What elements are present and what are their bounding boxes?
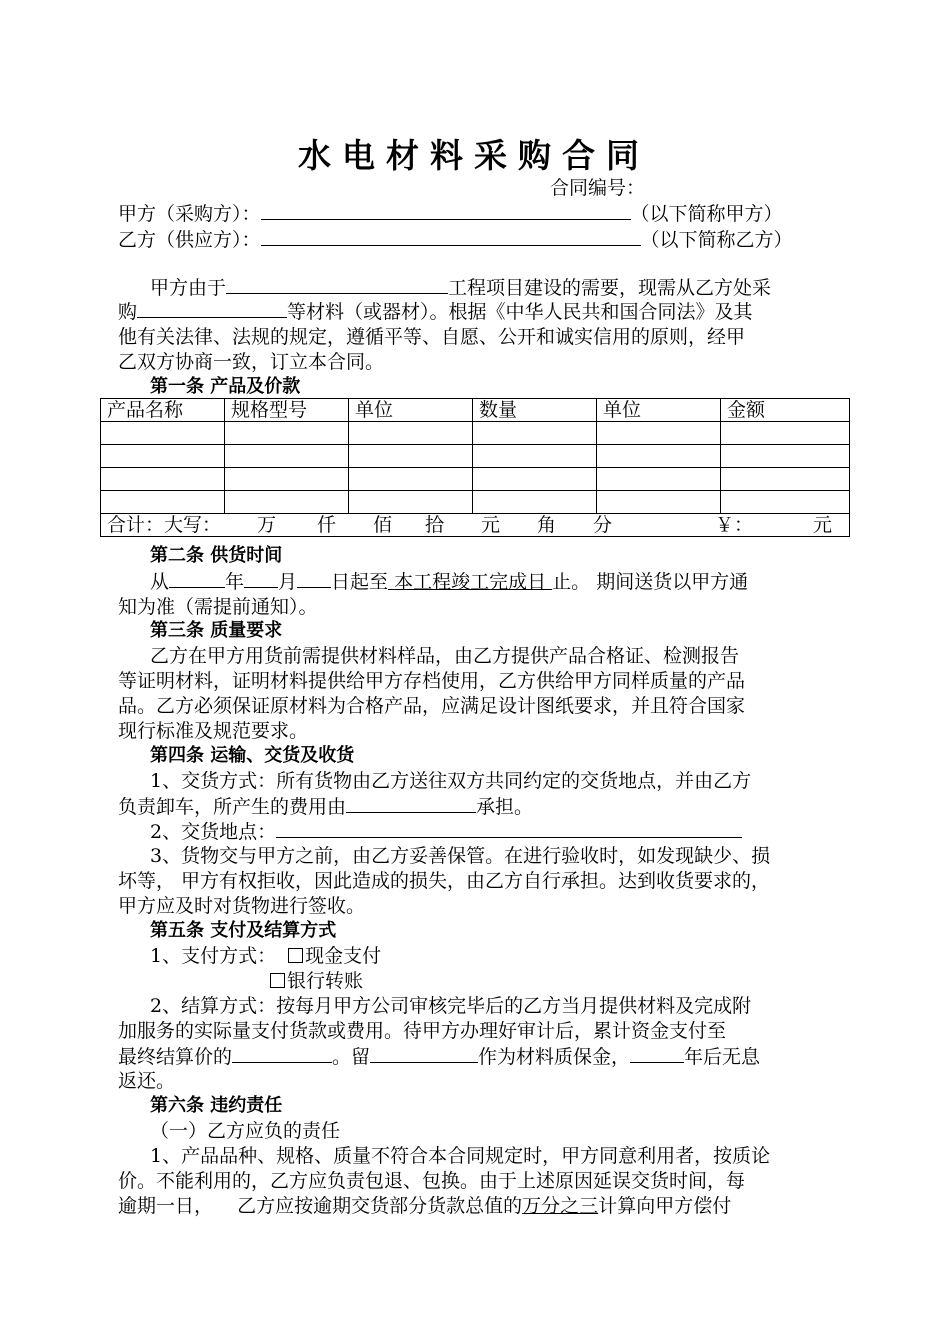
supply-text: 止。 期间送货以甲方通 — [552, 571, 749, 593]
settlement-text: 最终结算价的 — [118, 1046, 233, 1068]
table-cell[interactable] — [597, 491, 721, 514]
material-name-blank[interactable] — [137, 298, 287, 318]
delivery-line: 3、货物交与甲方之前，由乙方妥善保管。在进行验收时，如发现缺少、损 — [150, 845, 771, 867]
document-title: 水电材料采购合同 — [298, 136, 650, 175]
table-cell[interactable] — [225, 468, 349, 491]
cash-checkbox[interactable] — [288, 948, 303, 963]
delivery-line: 甲方应及时对货物进行签收。 — [118, 895, 366, 917]
settlement-line: 返还。 — [118, 1070, 176, 1092]
cash-option-label: 现金支付 — [305, 945, 382, 967]
supply-time-line — [150, 568, 748, 595]
table-row — [101, 445, 850, 468]
settlement-line: 加服务的实际量支付货款或费用。待甲方办理好审计后，累计资金支付至 — [118, 1020, 727, 1042]
penalty-rate-text: 万分之三 — [522, 1195, 599, 1217]
end-date-text: 本工程竣工完成日 — [388, 571, 553, 593]
table-cell[interactable] — [473, 491, 597, 514]
delivery-place-blank[interactable] — [276, 818, 742, 838]
total-unit: 佰 — [373, 514, 393, 536]
liability-subheading: （一）乙方应负的责任 — [150, 1120, 341, 1142]
supply-time-line-2: 知为准（需提前通知）。 — [118, 596, 318, 618]
table-row — [101, 468, 850, 491]
party-b-label: 乙方（供应方）： — [118, 229, 261, 251]
retention-blank[interactable] — [370, 1043, 478, 1063]
warranty-years-blank[interactable] — [630, 1043, 684, 1063]
quality-line: 乙方在甲方用货前需提供材料样品，由乙方提供产品合格证、检测报告 — [150, 645, 740, 667]
table-cell[interactable] — [225, 422, 349, 445]
intro-text: 等材料（或器材）。根据《中华人民共和国合同法》及其 — [287, 301, 753, 323]
settlement-text: 。留 — [332, 1046, 371, 1068]
column-header: 规格型号 — [225, 399, 349, 422]
total-unit: 元 — [481, 514, 501, 536]
article-3-heading: 第三条 质量要求 — [150, 620, 283, 641]
table-cell[interactable] — [721, 445, 850, 468]
table-cell[interactable] — [473, 422, 597, 445]
article-4-heading: 第四条 运输、交货及收货 — [150, 745, 355, 766]
table-cell[interactable] — [473, 445, 597, 468]
payment-method-line-2 — [270, 968, 363, 994]
party-a-suffix: （以下简称甲方） — [630, 203, 783, 225]
delivery-text: 承担。 — [476, 796, 534, 818]
table-cell[interactable] — [597, 468, 721, 491]
total-unit: 万 — [257, 514, 277, 536]
supply-text: 年 — [225, 571, 245, 593]
liability-line: 1、产品品种、规格、质量不符合本合同规定时，甲方同意利用者，按质论 — [150, 1145, 771, 1167]
total-yuan: 元 — [813, 514, 833, 536]
liability-text: 逾期一日， 乙方应按逾期交货部分货款总值的 — [118, 1195, 523, 1217]
total-yen: ￥： — [715, 514, 754, 536]
party-a-blank[interactable] — [261, 200, 631, 220]
delivery-line: 坏等， 甲方有权拒收，因此造成的损失，由乙方自行承担。达到收货要求的， — [118, 870, 771, 892]
party-b-blank[interactable] — [261, 226, 641, 246]
year-blank[interactable] — [169, 568, 225, 588]
payment-method-line — [150, 943, 381, 969]
quality-line: 现行标准及规范要求。 — [118, 720, 309, 742]
contract-number-label: 合同编号： — [550, 177, 646, 199]
article-1-heading: 第一条 产品及价款 — [150, 376, 301, 397]
supply-text: 日起至 — [331, 571, 389, 593]
table-cell[interactable] — [101, 445, 225, 468]
total-label: 合计：大写： — [107, 514, 222, 536]
intro-text: 购 — [118, 301, 138, 323]
table-cell[interactable] — [597, 422, 721, 445]
settlement-text: 年后无息 — [684, 1046, 761, 1068]
intro-line-3: 他有关法律、法规的规定，遵循平等、自愿、公开和诚实信用的原则，经甲 — [118, 326, 746, 348]
project-name-blank[interactable] — [226, 274, 448, 294]
table-cell[interactable] — [349, 491, 473, 514]
month-blank[interactable] — [244, 568, 278, 588]
table-cell[interactable] — [473, 468, 597, 491]
intro-text: 工程项目建设的需要，现需从乙方处采 — [448, 277, 772, 299]
article-6-heading: 第六条 违约责任 — [150, 1095, 283, 1116]
settlement-text: 作为材料质保金， — [478, 1046, 631, 1068]
day-blank[interactable] — [297, 568, 331, 588]
party-b-suffix: （以下简称乙方） — [640, 229, 793, 251]
liability-text: 计算向甲方偿付 — [598, 1195, 732, 1217]
quality-line: 品。乙方必须保证原材料为合格产品，应满足设计图纸要求，并且符合国家 — [118, 695, 746, 717]
intro-line-2 — [118, 298, 753, 325]
total-unit: 分 — [593, 514, 613, 536]
intro-text: 甲方由于 — [150, 277, 227, 299]
bank-transfer-option-label: 银行转账 — [287, 970, 364, 992]
table-cell[interactable] — [597, 445, 721, 468]
table-cell[interactable] — [225, 491, 349, 514]
table-cell[interactable] — [349, 468, 473, 491]
total-cell — [101, 514, 850, 537]
settlement-ratio-blank[interactable] — [232, 1043, 332, 1063]
product-table — [100, 398, 850, 537]
table-cell[interactable] — [721, 422, 850, 445]
total-unit: 角 — [537, 514, 557, 536]
table-header-row — [101, 399, 850, 422]
column-header: 单位 — [597, 399, 721, 422]
table-cell[interactable] — [349, 445, 473, 468]
article-5-heading: 第五条 支付及结算方式 — [150, 920, 337, 941]
column-header: 单位 — [349, 399, 473, 422]
column-header: 产品名称 — [101, 399, 225, 422]
table-cell[interactable] — [101, 468, 225, 491]
payment-text: 1、支付方式： — [150, 945, 277, 967]
supply-text: 月 — [278, 571, 298, 593]
delivery-place-line — [150, 818, 742, 845]
supply-text: 从 — [150, 571, 170, 593]
total-unit: 拾 — [425, 514, 445, 536]
table-cell[interactable] — [225, 445, 349, 468]
settlement-line: 2、结算方式：按每月甲方公司审核完毕后的乙方当月提供材料及完成附 — [150, 995, 752, 1017]
table-cell[interactable] — [101, 491, 225, 514]
party-a-line — [118, 200, 783, 227]
table-cell[interactable] — [349, 422, 473, 445]
table-row — [101, 422, 850, 445]
table-cell[interactable] — [101, 422, 225, 445]
party-b-line — [118, 226, 793, 253]
article-2-heading: 第二条 供货时间 — [150, 545, 283, 566]
table-cell[interactable] — [721, 468, 850, 491]
settlement-line — [118, 1043, 760, 1070]
liability-line: 价。不能利用的，乙方应负责包退、包换。由于上述原因延误交货时间，每 — [118, 1170, 746, 1192]
table-cell[interactable] — [721, 491, 850, 514]
liability-line — [118, 1193, 731, 1219]
column-header: 数量 — [473, 399, 597, 422]
intro-line-1 — [150, 274, 771, 301]
quality-line: 等证明材料，证明材料提供给甲方存档使用，乙方供给甲方同样质量的产品 — [118, 670, 746, 692]
bank-transfer-checkbox[interactable] — [270, 973, 285, 988]
total-unit: 仟 — [317, 514, 337, 536]
delivery-line — [118, 793, 533, 820]
delivery-text: 2、交货地点： — [150, 821, 277, 843]
intro-line-4: 乙双方协商一致，订立本合同。 — [118, 351, 385, 373]
table-row — [101, 491, 850, 514]
delivery-text: 负责卸车，所产生的费用由 — [118, 796, 347, 818]
party-a-label: 甲方（采购方）： — [118, 203, 261, 225]
cost-bearer-blank[interactable] — [346, 793, 476, 813]
column-header: 金额 — [721, 399, 850, 422]
delivery-line: 1、交货方式：所有货物由乙方送往双方共同约定的交货地点，并由乙方 — [150, 770, 752, 792]
table-total-row — [101, 514, 850, 537]
